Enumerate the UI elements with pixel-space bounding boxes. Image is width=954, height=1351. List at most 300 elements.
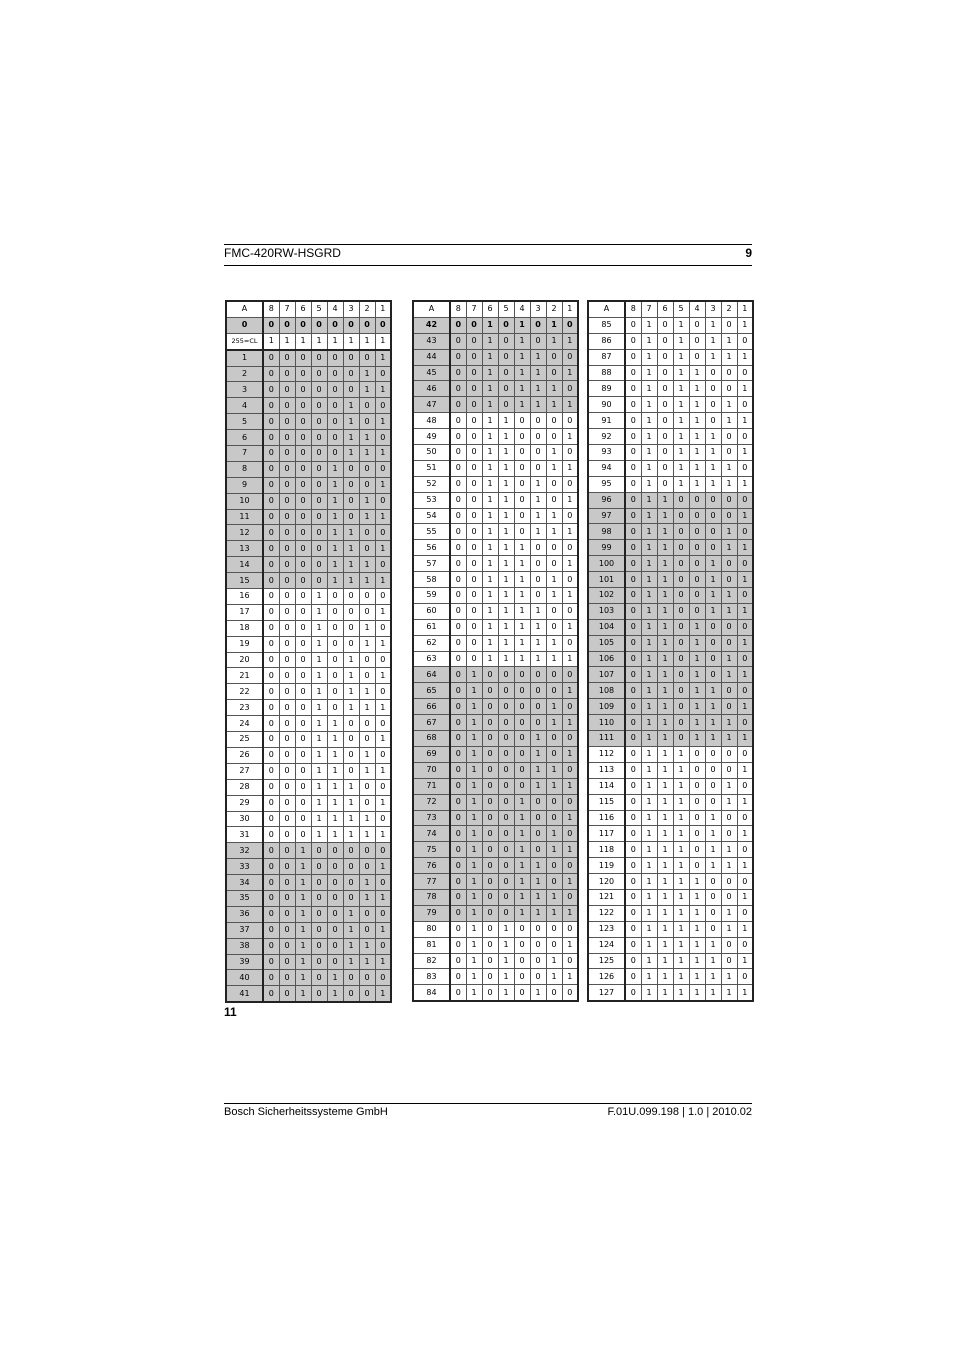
bit-cell: 0: [530, 429, 546, 445]
bit-cell: 0: [279, 430, 295, 446]
address-cell: 47: [413, 397, 450, 413]
table-row: [588, 572, 753, 588]
address-cell: 13: [226, 541, 263, 557]
bit-cell: 1: [673, 333, 689, 349]
bit-cell: 0: [625, 603, 641, 619]
bit-cell: 0: [625, 619, 641, 635]
address-cell: 50: [413, 445, 450, 461]
bit-cell: 0: [295, 700, 311, 716]
bit-cell: 1: [705, 572, 721, 588]
bit-cell: 1: [514, 635, 530, 651]
bit-cell: 0: [466, 460, 482, 476]
bit-cell: 0: [562, 603, 578, 619]
bit-cell: 1: [375, 795, 391, 811]
address-cell: 117: [588, 826, 625, 842]
bit-cell: 0: [263, 350, 279, 366]
bit-cell: 0: [327, 668, 343, 684]
bit-cell: 0: [263, 573, 279, 589]
bit-cell: 1: [359, 382, 375, 398]
bit-cell: 0: [263, 954, 279, 970]
bit-cell: 1: [641, 715, 657, 731]
bit-cell: 1: [311, 652, 327, 668]
bit-cell: 0: [311, 366, 327, 382]
bit-cell: 1: [327, 525, 343, 541]
bit-cell: 0: [625, 540, 641, 556]
table-row: [588, 905, 753, 921]
column-header-bit: 7: [279, 301, 295, 317]
bit-cell: 1: [562, 683, 578, 699]
bit-cell: 1: [359, 557, 375, 573]
bit-cell: 1: [562, 365, 578, 381]
bit-cell: 1: [482, 460, 498, 476]
address-cell: 65: [413, 683, 450, 699]
bit-cell: 1: [343, 811, 359, 827]
bit-cell: 1: [343, 938, 359, 954]
bit-cell: 1: [705, 953, 721, 969]
bit-cell: 0: [482, 858, 498, 874]
table-row: [226, 859, 391, 875]
bit-cell: 1: [466, 699, 482, 715]
bit-cell: 0: [450, 794, 466, 810]
address-cell: 53: [413, 492, 450, 508]
bit-cell: 1: [466, 874, 482, 890]
bit-cell: 1: [466, 889, 482, 905]
bit-cell: 1: [705, 556, 721, 572]
bit-cell: 0: [657, 397, 673, 413]
bit-cell: 0: [689, 810, 705, 826]
figure-number: 11: [224, 1005, 237, 1019]
bit-cell: 1: [721, 905, 737, 921]
bit-cell: 0: [450, 889, 466, 905]
bit-cell: 0: [359, 795, 375, 811]
bit-cell: 1: [737, 731, 753, 747]
bit-cell: 0: [721, 953, 737, 969]
bit-cell: 1: [482, 572, 498, 588]
bit-cell: 0: [530, 953, 546, 969]
table-row: [413, 683, 578, 699]
table-row: [588, 889, 753, 905]
address-cell: 76: [413, 858, 450, 874]
page-title: FMC-420RW-HSGRD: [224, 246, 341, 260]
address-cell: 30: [226, 811, 263, 827]
bit-cell: 0: [737, 588, 753, 604]
bit-cell: 0: [311, 986, 327, 1002]
table-row: [588, 810, 753, 826]
bit-cell: 1: [657, 778, 673, 794]
column-header-bit: 5: [498, 301, 514, 317]
bit-cell: 0: [530, 667, 546, 683]
bit-cell: 1: [641, 858, 657, 874]
bit-cell: 0: [311, 906, 327, 922]
bit-cell: 1: [641, 413, 657, 429]
bit-cell: 1: [721, 413, 737, 429]
bit-cell: 0: [311, 843, 327, 859]
bit-cell: 0: [450, 858, 466, 874]
bit-cell: 0: [498, 858, 514, 874]
address-cell: 90: [588, 397, 625, 413]
address-cell: 35: [226, 890, 263, 906]
bit-cell: 0: [450, 445, 466, 461]
bit-cell: 0: [562, 381, 578, 397]
bit-cell: 1: [498, 460, 514, 476]
table-header-row: [588, 301, 753, 317]
bit-cell: 0: [450, 905, 466, 921]
bit-cell: 1: [721, 349, 737, 365]
bit-cell: 1: [641, 365, 657, 381]
bit-cell: 1: [673, 969, 689, 985]
table-row: [413, 731, 578, 747]
bit-cell: 1: [737, 540, 753, 556]
table-row: [588, 794, 753, 810]
address-cell: 95: [588, 476, 625, 492]
bit-cell: 0: [721, 429, 737, 445]
bit-cell: 0: [359, 604, 375, 620]
bit-cell: 0: [466, 381, 482, 397]
bit-cell: 1: [498, 556, 514, 572]
bit-cell: 1: [295, 843, 311, 859]
bit-cell: 1: [673, 985, 689, 1001]
bit-cell: 0: [546, 619, 562, 635]
table-row: [413, 460, 578, 476]
address-cell: 104: [588, 619, 625, 635]
bit-cell: 1: [546, 588, 562, 604]
address-cell: 119: [588, 858, 625, 874]
bit-cell: 0: [263, 875, 279, 891]
bit-cell: 0: [705, 524, 721, 540]
bit-cell: 1: [343, 795, 359, 811]
bit-cell: 0: [737, 842, 753, 858]
bit-cell: 1: [641, 889, 657, 905]
bit-cell: 1: [343, 652, 359, 668]
bit-cell: 0: [279, 938, 295, 954]
bit-cell: 0: [625, 460, 641, 476]
bit-cell: 1: [705, 858, 721, 874]
bit-cell: 0: [466, 429, 482, 445]
address-table-1: [225, 300, 392, 1003]
bit-cell: 1: [657, 794, 673, 810]
bit-cell: 1: [721, 651, 737, 667]
bit-cell: 0: [279, 700, 295, 716]
table-row: [588, 508, 753, 524]
bit-cell: 0: [689, 556, 705, 572]
bit-cell: 0: [279, 461, 295, 477]
bit-cell: 0: [721, 365, 737, 381]
bit-cell: 0: [530, 588, 546, 604]
address-cell: 3: [226, 382, 263, 398]
bit-cell: 1: [737, 349, 753, 365]
bit-cell: 1: [657, 699, 673, 715]
address-cell: 113: [588, 762, 625, 778]
bit-cell: 0: [482, 731, 498, 747]
bit-cell: 1: [482, 413, 498, 429]
table-row: [226, 477, 391, 493]
bit-cell: 1: [343, 700, 359, 716]
address-cell: 4: [226, 398, 263, 414]
bit-cell: 1: [514, 349, 530, 365]
bit-cell: 1: [546, 317, 562, 333]
bit-cell: 0: [359, 477, 375, 493]
address-table-2: [412, 300, 579, 1002]
bit-cell: 0: [279, 779, 295, 795]
bit-cell: 1: [482, 349, 498, 365]
table-row: [413, 889, 578, 905]
bit-cell: 0: [295, 763, 311, 779]
bit-cell: 0: [359, 779, 375, 795]
bit-cell: 0: [279, 906, 295, 922]
table-row: [226, 636, 391, 652]
bit-cell: 0: [375, 875, 391, 891]
bit-cell: 1: [375, 890, 391, 906]
bit-cell: 1: [673, 317, 689, 333]
bit-cell: 1: [657, 508, 673, 524]
bit-cell: 0: [311, 477, 327, 493]
table-row: [588, 445, 753, 461]
bit-cell: 0: [625, 937, 641, 953]
table-header-row: [226, 301, 391, 317]
bit-cell: 0: [498, 746, 514, 762]
bit-cell: 1: [657, 826, 673, 842]
bit-cell: 0: [514, 953, 530, 969]
address-cell: 14: [226, 557, 263, 573]
bit-cell: 1: [673, 397, 689, 413]
bit-cell: 0: [625, 397, 641, 413]
table-row: [588, 921, 753, 937]
bit-cell: 1: [343, 827, 359, 843]
bit-cell: 0: [721, 810, 737, 826]
bit-cell: 1: [705, 731, 721, 747]
bit-cell: 0: [482, 905, 498, 921]
bit-cell: 0: [311, 493, 327, 509]
bit-cell: 1: [311, 700, 327, 716]
table-row: [413, 953, 578, 969]
bit-cell: 0: [279, 668, 295, 684]
bit-cell: 0: [498, 731, 514, 747]
bit-cell: 1: [721, 778, 737, 794]
bit-cell: 0: [562, 794, 578, 810]
bit-cell: 0: [498, 699, 514, 715]
bit-cell: 1: [466, 826, 482, 842]
bit-cell: 1: [530, 365, 546, 381]
bit-cell: 0: [450, 953, 466, 969]
bit-cell: 1: [482, 651, 498, 667]
bit-cell: 1: [359, 684, 375, 700]
bit-cell: 1: [327, 477, 343, 493]
bit-cell: 0: [498, 397, 514, 413]
bit-cell: 0: [514, 492, 530, 508]
bit-cell: 1: [721, 969, 737, 985]
table-row: [413, 540, 578, 556]
bit-cell: 0: [327, 366, 343, 382]
bit-cell: 1: [673, 842, 689, 858]
bit-cell: 0: [263, 906, 279, 922]
bit-cell: 1: [375, 922, 391, 938]
bit-cell: 0: [450, 508, 466, 524]
bit-cell: 1: [327, 732, 343, 748]
bit-cell: 1: [657, 969, 673, 985]
address-cell: 68: [413, 731, 450, 747]
bit-cell: 1: [482, 381, 498, 397]
address-cell: 10: [226, 493, 263, 509]
column-header-bit: 3: [343, 301, 359, 317]
table-row: [588, 778, 753, 794]
bit-cell: 0: [514, 969, 530, 985]
table-row: [226, 573, 391, 589]
bit-cell: 0: [625, 889, 641, 905]
bit-cell: 1: [343, 333, 359, 349]
bit-cell: 0: [737, 715, 753, 731]
bit-cell: 1: [673, 858, 689, 874]
bit-cell: 0: [327, 620, 343, 636]
address-cell: 19: [226, 636, 263, 652]
address-cell: 97: [588, 508, 625, 524]
bit-cell: 1: [498, 445, 514, 461]
bit-cell: 0: [625, 635, 641, 651]
bit-cell: 1: [546, 699, 562, 715]
table-row: [226, 906, 391, 922]
bit-cell: 0: [514, 937, 530, 953]
bit-cell: 0: [263, 446, 279, 462]
bit-cell: 1: [562, 588, 578, 604]
bit-cell: 0: [625, 572, 641, 588]
address-cell: 23: [226, 700, 263, 716]
bit-cell: 0: [657, 460, 673, 476]
bit-cell: 0: [482, 953, 498, 969]
bit-cell: 1: [466, 762, 482, 778]
bit-cell: 1: [482, 429, 498, 445]
table-row: [413, 762, 578, 778]
bit-cell: 1: [689, 365, 705, 381]
bit-cell: 1: [498, 635, 514, 651]
bit-cell: 1: [359, 747, 375, 763]
bit-cell: 1: [530, 619, 546, 635]
bit-cell: 1: [657, 746, 673, 762]
bit-cell: 0: [359, 414, 375, 430]
bit-cell: 1: [343, 541, 359, 557]
bit-cell: 0: [721, 381, 737, 397]
bit-cell: 0: [721, 683, 737, 699]
bit-cell: 0: [295, 382, 311, 398]
bit-cell: 0: [311, 859, 327, 875]
address-cell: 84: [413, 985, 450, 1001]
bit-cell: 1: [562, 778, 578, 794]
table-row: [588, 429, 753, 445]
footer-rule: [224, 1103, 752, 1104]
bit-cell: 1: [311, 589, 327, 605]
bit-cell: 1: [641, 794, 657, 810]
bit-cell: 0: [546, 858, 562, 874]
column-header-bit: 4: [327, 301, 343, 317]
bit-cell: 0: [546, 492, 562, 508]
bit-cell: 0: [343, 461, 359, 477]
bit-cell: 1: [705, 429, 721, 445]
bit-cell: 0: [450, 540, 466, 556]
bit-cell: 0: [295, 747, 311, 763]
address-cell: 61: [413, 619, 450, 635]
address-cell: 88: [588, 365, 625, 381]
table-row: [226, 668, 391, 684]
bit-cell: 1: [482, 619, 498, 635]
bit-cell: 0: [343, 620, 359, 636]
bit-cell: 1: [343, 414, 359, 430]
bit-cell: 0: [327, 938, 343, 954]
address-cell: 255=CL: [226, 333, 263, 349]
bit-cell: 1: [498, 953, 514, 969]
bit-cell: 0: [689, 778, 705, 794]
bit-cell: 0: [263, 732, 279, 748]
table-row: [226, 557, 391, 573]
bit-cell: 0: [530, 826, 546, 842]
column-header-bit: 6: [657, 301, 673, 317]
bit-cell: 1: [721, 794, 737, 810]
bit-cell: 0: [450, 619, 466, 635]
bit-cell: 0: [263, 779, 279, 795]
bit-cell: 0: [482, 667, 498, 683]
bit-cell: 0: [343, 875, 359, 891]
bit-cell: 1: [641, 508, 657, 524]
bit-cell: 1: [689, 953, 705, 969]
address-cell: 51: [413, 460, 450, 476]
address-cell: 99: [588, 540, 625, 556]
bit-cell: 1: [737, 476, 753, 492]
bit-cell: 0: [705, 540, 721, 556]
address-cell: 98: [588, 524, 625, 540]
table-row: [226, 763, 391, 779]
bit-cell: 0: [466, 572, 482, 588]
bit-cell: 0: [673, 603, 689, 619]
bit-cell: 0: [689, 524, 705, 540]
bit-cell: 1: [673, 746, 689, 762]
bit-cell: 0: [466, 445, 482, 461]
bit-cell: 1: [530, 508, 546, 524]
bit-cell: 0: [279, 986, 295, 1002]
bit-cell: 1: [514, 905, 530, 921]
bit-cell: 0: [295, 525, 311, 541]
bit-cell: 1: [466, 905, 482, 921]
address-cell: 24: [226, 716, 263, 732]
bit-cell: 0: [295, 477, 311, 493]
bit-cell: 1: [359, 493, 375, 509]
bit-cell: 1: [641, 556, 657, 572]
address-cell: 22: [226, 684, 263, 700]
bit-cell: 0: [263, 589, 279, 605]
bit-cell: 1: [327, 970, 343, 986]
bit-cell: 0: [498, 778, 514, 794]
bit-cell: 0: [514, 460, 530, 476]
bit-cell: 0: [721, 635, 737, 651]
bit-cell: 0: [343, 986, 359, 1002]
bit-cell: 0: [311, 557, 327, 573]
bit-cell: 1: [327, 573, 343, 589]
bit-cell: 0: [311, 350, 327, 366]
bit-cell: 1: [546, 572, 562, 588]
footer-doc-number: F.01U.099.198 | 1.0 | 2010.02: [607, 1106, 752, 1118]
address-cell: 102: [588, 588, 625, 604]
table-row: [413, 874, 578, 890]
bit-cell: 0: [498, 317, 514, 333]
bit-cell: 0: [466, 397, 482, 413]
bit-cell: 0: [546, 603, 562, 619]
bit-cell: 1: [530, 985, 546, 1001]
bit-cell: 0: [721, 508, 737, 524]
bit-cell: 1: [721, 715, 737, 731]
table-row: [413, 969, 578, 985]
bit-cell: 0: [625, 349, 641, 365]
bit-cell: 1: [375, 414, 391, 430]
bit-cell: 0: [466, 317, 482, 333]
bit-cell: 1: [530, 746, 546, 762]
bit-cell: 0: [498, 874, 514, 890]
bit-cell: 0: [482, 874, 498, 890]
